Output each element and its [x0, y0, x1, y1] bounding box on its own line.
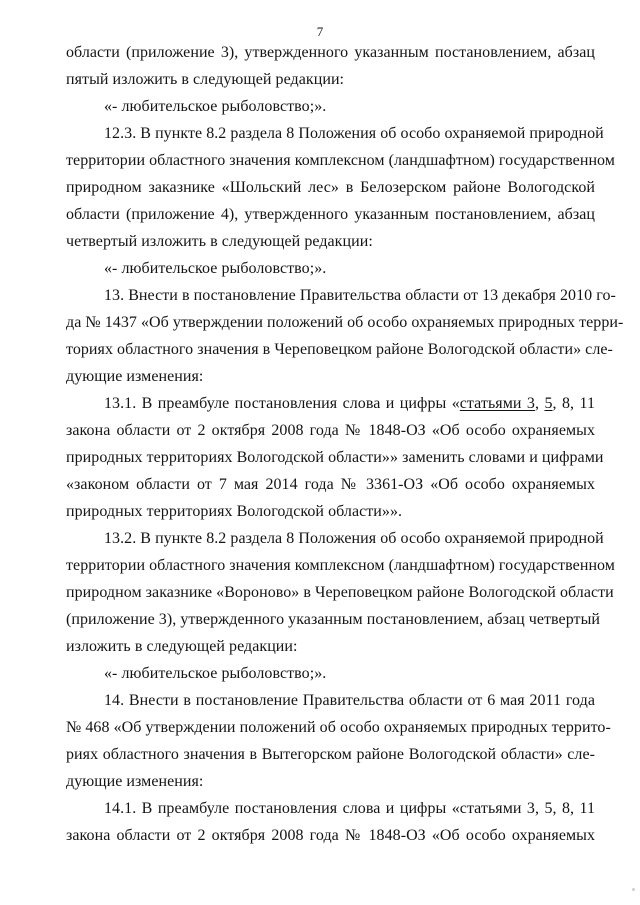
text-line: «- любительское рыболовство;».	[104, 98, 327, 115]
text-line: ториях областного значения в Череповецком районе Вологодской области» сле-	[66, 341, 613, 358]
text-line: № 468 «Об утверждении положений об особо охраняемых природных террито-	[66, 719, 611, 736]
text-line: природном заказнике «Вороново» в Череповецком районе Вологодской области	[66, 584, 614, 601]
text-line: территории областного значения комплексном (ландшафтном) государственном	[66, 152, 615, 169]
text-line: (приложение 3), утвержденного указанным постановлением, абзац четвертый	[66, 611, 601, 628]
text-fragment: ,	[534, 395, 545, 412]
text-line: природных территориях Вологодской области»».	[66, 503, 403, 520]
underlined-text: 5	[544, 395, 553, 412]
text-line: «- любительское рыболовство;».	[104, 260, 327, 277]
page-number: 7	[316, 24, 324, 39]
text-fragment: , 8, 11	[552, 395, 596, 412]
text-line: 14. Внести в постановление Правительства области от 6 мая 2011 года	[104, 692, 595, 709]
text-line	[104, 394, 595, 414]
text-line: «- любительское рыболовство;».	[104, 665, 327, 682]
text-line: 14.1. В преамбуле постановления слова и цифры «статьями 3, 5, 8, 11	[104, 800, 595, 817]
text-line: «законом области от 7 мая 2014 года № 3361-ОЗ «Об особо охраняемых	[66, 476, 595, 493]
text-line: дующие изменения:	[66, 773, 204, 790]
text-line: риях областного значения в Вытегорском районе Вологодской области» сле-	[66, 746, 595, 763]
text-line: изложить в следующей редакции:	[66, 638, 298, 655]
text-line: области (приложение 3), утвержденного указанным постановлением, абзац	[66, 44, 595, 61]
text-line: четвертый изложить в следующей редакции:	[66, 233, 373, 250]
underlined-text: статьями 3	[459, 395, 535, 412]
text-line: 13. Внести в постановление Правительства области от 13 декабря 2010 го-	[104, 287, 616, 304]
text-fragment: 13.1. В преамбуле постановления слова и цифры «	[104, 395, 460, 412]
text-line: 12.3. В пункте 8.2 раздела 8 Положения об особо охраняемой природной	[104, 125, 604, 142]
text-line: закона области от 2 октября 2008 года № 1848-ОЗ «Об особо охраняемых	[66, 827, 595, 844]
text-line: закона области от 2 октября 2008 года № 1848-ОЗ «Об особо охраняемых	[66, 422, 595, 439]
text-line: дующие изменения:	[66, 368, 204, 385]
text-line: природном заказнике «Шольский лес» в Белозерском районе Вологодской	[66, 179, 595, 196]
text-line: природных территориях Вологодской области»» заменить словами и цифрами	[66, 449, 604, 466]
text-line: да № 1437 «Об утверждении положений об особо охраняемых природных терри-	[66, 314, 624, 331]
scan-speck	[632, 888, 635, 891]
text-line: территории областного значения комплексном (ландшафтном) государственном	[66, 557, 615, 574]
text-line: пятый изложить в следующей редакции:	[66, 71, 345, 88]
text-line: 13.2. В пункте 8.2 раздела 8 Положения об особо охраняемой природной	[104, 530, 604, 547]
text-line: области (приложение 4), утвержденного указанным постановлением, абзац	[66, 206, 595, 223]
